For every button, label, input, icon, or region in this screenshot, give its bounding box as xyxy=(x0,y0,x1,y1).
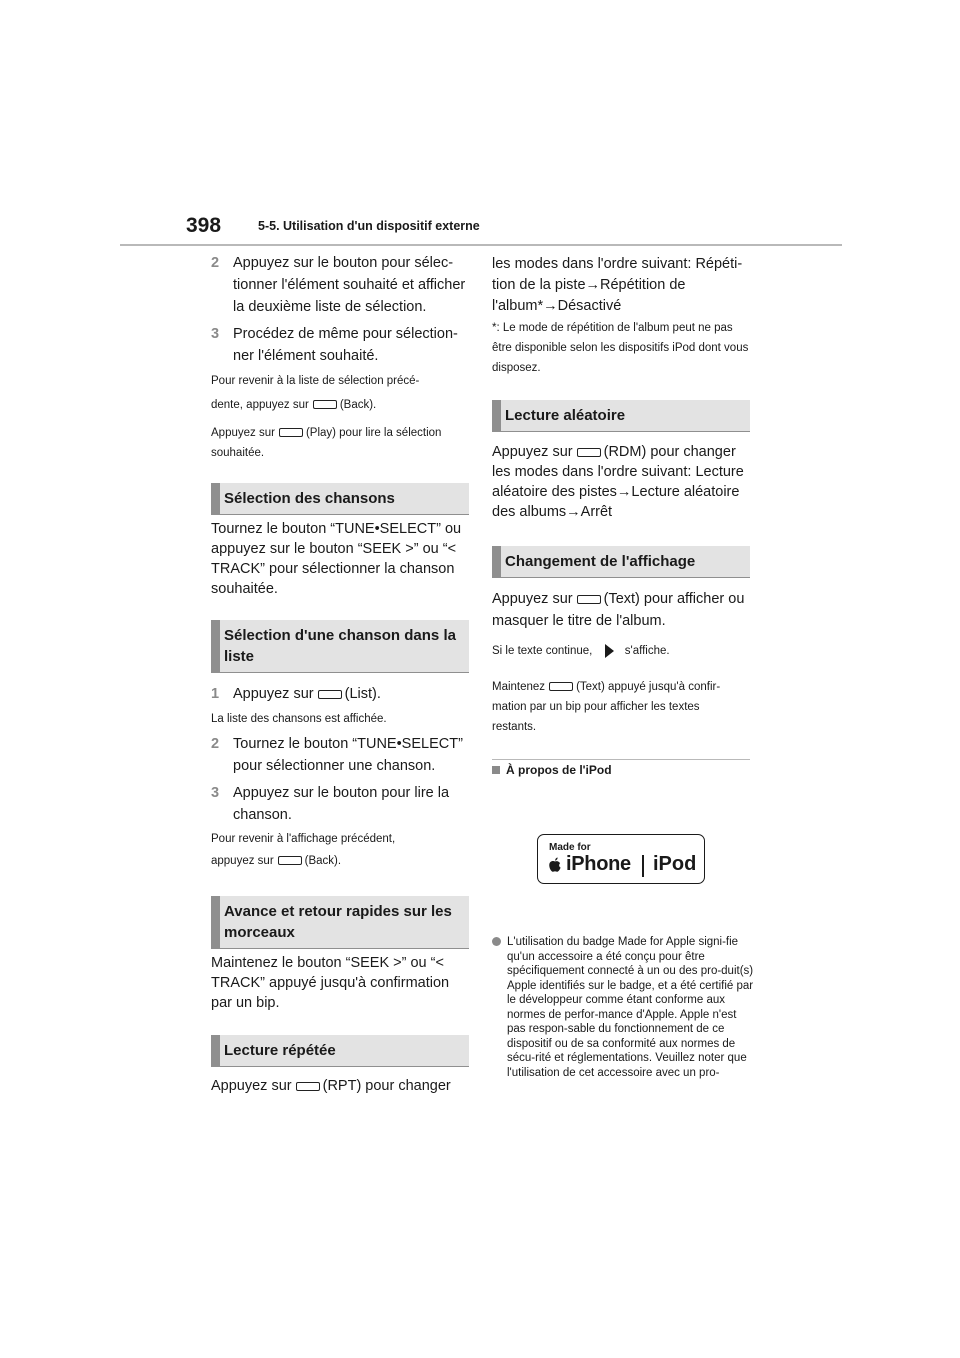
note-line: mation par un bip pour afficher les textes xyxy=(492,701,700,713)
step-text: (List). xyxy=(344,686,381,702)
step-number: 2 xyxy=(211,736,220,752)
section-divider xyxy=(492,759,750,760)
made-for-iphone-ipod-badge xyxy=(537,834,705,884)
heading-display: Changement de l'affichage xyxy=(492,546,750,578)
paragraph-repeat xyxy=(211,1076,469,1096)
step-text: Procédez de même pour sélection-ner l'élément souhaité. xyxy=(233,326,458,364)
arrow-right-icon xyxy=(596,641,622,661)
note-line: Pour revenir à la liste de sélection précé- xyxy=(211,375,420,387)
step-number: 2 xyxy=(211,255,220,271)
list-step-2 xyxy=(211,733,469,777)
note-line: restants. xyxy=(492,721,537,733)
page-number: 398 xyxy=(186,214,222,237)
text-button-icon xyxy=(549,682,573,691)
note-line: Pour revenir à l'affichage précédent, xyxy=(211,833,396,845)
body-text: Appuyez sur xyxy=(492,591,573,607)
note-text: Si le texte continue, xyxy=(492,645,593,658)
about-title-text: À propos de l'iPod xyxy=(506,763,612,777)
rdm-button-icon xyxy=(577,448,601,457)
apple-disclaimer xyxy=(492,935,754,1080)
note-text: Maintenez xyxy=(492,681,546,693)
apple-logo-icon xyxy=(548,857,562,873)
back-button-icon xyxy=(313,400,337,409)
list-note: La liste des chansons est affichée. xyxy=(211,713,387,725)
body-text: (RDM) pour changer xyxy=(603,444,736,460)
about-ipod-title xyxy=(492,762,612,778)
paragraph-repeat-continued: les modes dans l'ordre suivant: Répéti-tion de la piste→Répétition de l'album*→Désactivé xyxy=(492,256,743,314)
note-play xyxy=(211,423,471,463)
step-text: Appuyez sur xyxy=(233,686,314,702)
note-text: dente, appuyez sur xyxy=(211,399,309,411)
body-text: (RPT) pour changer xyxy=(322,1078,451,1094)
body-text: Appuyez sur xyxy=(492,444,573,460)
apple-disclaimer-text: L'utilisation du badge Made for Apple signi-fie qu'un accessoire a été conçu pour être spécifiquement connecté à un ou des pro-duit(s) Apple identifiés sur le badge, et a été certifié par le développeur comme étant conforme aux normes de perfor-mance d'Apple. Apple n'est pas respon-sable du fonctionnement de ce dispositif ou de sa conformité aux normes de sécu-rité et réglementations. Veuillez noter que l'utilisation de cet accessoire avec un pro- xyxy=(507,936,754,1079)
rpt-button-icon xyxy=(296,1082,320,1091)
note-text: (Back). xyxy=(304,855,342,867)
back-button-icon xyxy=(278,856,302,865)
footnote: *: Le mode de répétition de l'album peut ne pas être disponible selon les dispositifs iPod dont vous disposez. xyxy=(492,322,749,374)
heading-fast-forward: Avance et retour rapides sur les morceaux xyxy=(211,896,469,949)
step-3 xyxy=(211,323,469,367)
list-step-3 xyxy=(211,782,469,826)
note-previous xyxy=(211,829,471,871)
note-text: s'affiche. xyxy=(624,645,670,658)
square-bullet-icon xyxy=(492,766,500,774)
heading-repeat: Lecture répétée xyxy=(211,1035,469,1067)
circle-bullet-icon xyxy=(492,937,501,946)
heading-random: Lecture aléatoire xyxy=(492,400,750,432)
body-text: les modes dans l'ordre suivant: Lecture aléatoire des pistes→Lecture aléatoire des albums→Arrêt xyxy=(492,464,744,520)
badge-separator xyxy=(642,855,644,877)
body-text: Appuyez sur xyxy=(211,1078,292,1094)
text-button-icon xyxy=(577,595,601,604)
badge-ipod: iPod xyxy=(653,853,697,875)
note-text: appuyez sur xyxy=(211,855,274,867)
paragraph-random xyxy=(492,442,750,522)
note-text: (Text) appuyé jusqu'à confir- xyxy=(576,681,721,693)
section-title: 5-5. Utilisation d'un dispositif externe xyxy=(258,219,480,233)
note-hold xyxy=(492,677,750,737)
step-text: Tournez le bouton “TUNE•SELECT” pour sélectionner une chanson. xyxy=(233,736,463,774)
body-text: masquer le titre de l'album. xyxy=(492,613,666,629)
body-text: (Text) pour afficher ou xyxy=(603,591,745,607)
step-text: Appuyez sur le bouton pour sélec-tionner l'élément souhaité et afficher la deuxième liste de sélection. xyxy=(233,255,466,315)
step-number: 3 xyxy=(211,785,220,801)
note-text: (Play) pour lire la sélection xyxy=(305,427,442,439)
heading-list-selection: Sélection d'une chanson dans la liste xyxy=(211,620,469,673)
header-rule xyxy=(120,244,842,246)
heading-song-selection: Sélection des chansons xyxy=(211,483,469,515)
list-button-icon xyxy=(318,690,342,699)
badge-iphone: iPhone xyxy=(566,853,631,875)
note-text: (Back). xyxy=(339,399,377,411)
step-2 xyxy=(211,252,469,318)
list-step-1 xyxy=(211,683,469,705)
note-back xyxy=(211,371,471,415)
note-text: Appuyez sur xyxy=(211,427,275,439)
paragraph-song-selection: Tournez le bouton “TUNE•SELECT” ou appuyez sur le bouton “SEEK >” ou “< TRACK” pour sélectionner la chanson souhaitée. xyxy=(211,521,462,597)
paragraph-fast-forward: Maintenez le bouton “SEEK >” ou “< TRACK” appuyé jusqu'à confirmation par un bip. xyxy=(211,955,450,1011)
step-text: Appuyez sur le bouton pour lire la chanson. xyxy=(233,785,450,823)
step-number: 3 xyxy=(211,326,220,342)
paragraph-display xyxy=(492,588,750,632)
play-button-icon xyxy=(279,428,303,437)
note-line: souhaitée. xyxy=(211,447,265,459)
badge-made-for: Made for xyxy=(549,842,591,853)
note-continue xyxy=(492,641,750,661)
step-number: 1 xyxy=(211,686,220,702)
